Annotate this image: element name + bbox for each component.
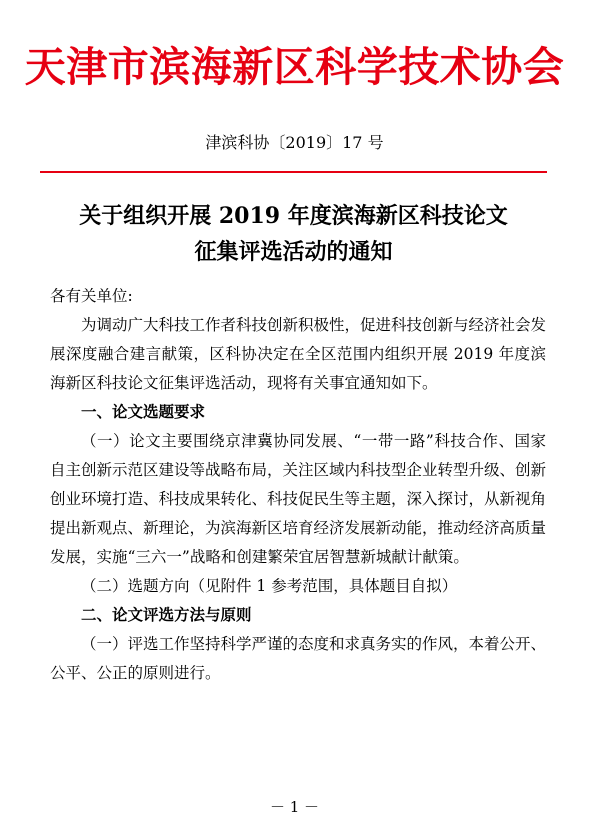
masthead-title: 天津市滨海新区科学技术协会 — [24, 43, 565, 91]
notice-title — [40, 198, 547, 270]
red-divider-rule — [40, 171, 547, 173]
section2-heading: 二、论文评选方法与原则 — [81, 606, 252, 624]
notice-title-line2: 征集评选活动的通知 — [194, 239, 393, 265]
intro-paragraph: 为调动广大科技工作者科技创新积极性，促进科技创新与经济社会发展深度融合建言献策，区科协决定在全区范围内组织开展 2019 年度滨海新区科技论文征集评选活动，现将有关事宜通知如下。 — [50, 316, 547, 392]
document-number: 津滨科协〔2019〕17 号 — [205, 133, 384, 152]
notice-title-line1: 关于组织开展 2019 年度滨海新区科技论文 — [79, 203, 508, 229]
section2-item1: （一）评选工作坚持科学严谨的态度和求真务实的作风，本着公开、公平、公正的原则进行。 — [50, 635, 547, 682]
salutation: 各有关单位: — [50, 287, 133, 305]
section1-item2: （二）选题方向（见附件 1 参考范围，具体题目自拟） — [81, 577, 458, 595]
page-number: － 1 － — [269, 798, 320, 816]
document-body — [50, 282, 546, 688]
section1-item1: （一）论文主要围绕京津冀协同发展、“一带一路”科技合作、国家自主创新示范区建设等战略布局，关注区域内科技型企业转型升级、创新创业环境打造、科技成果转化、科技促民生等主题，深入探讨，从新视角提出新观点、新理论，为滨海新区培育经济发展新动能，推动经济高质量发展，实施“三六一”战略和创建繁荣宜居智慧新城献计献策。 — [50, 432, 547, 566]
section1-heading: 一、论文选题要求 — [81, 403, 206, 421]
